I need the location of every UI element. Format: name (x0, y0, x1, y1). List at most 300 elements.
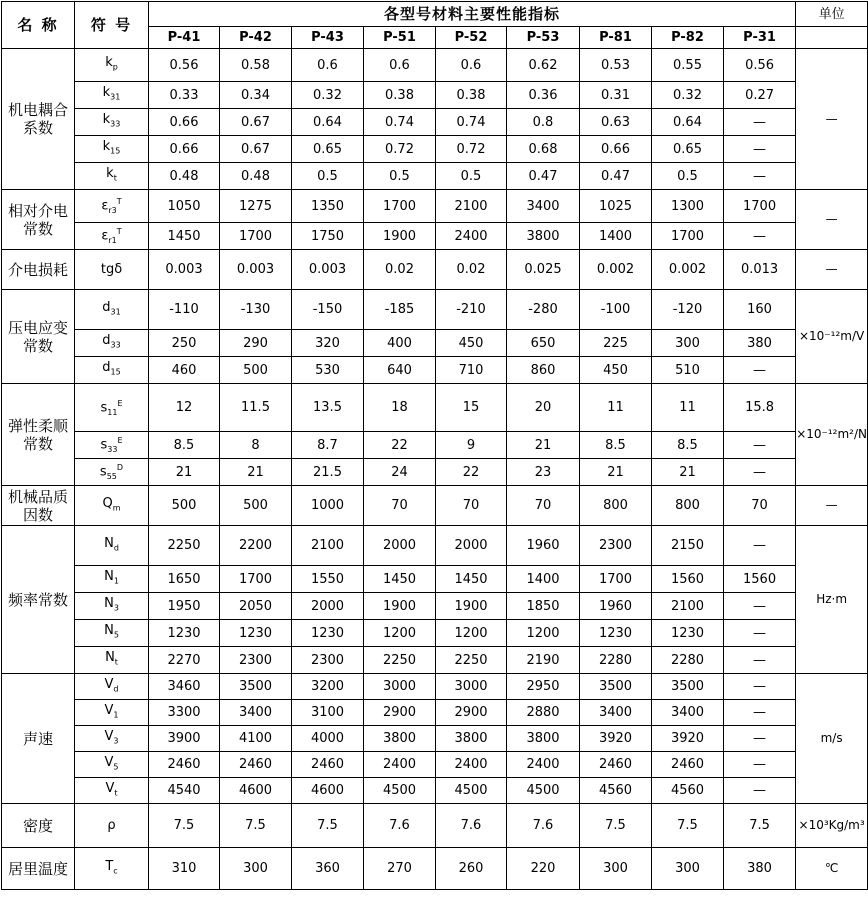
value-cell: 70 (724, 486, 796, 526)
value-cell: 21 (507, 432, 580, 459)
symbol-subscript: d (113, 543, 119, 553)
table-row (2, 357, 868, 384)
value-cell: 21 (652, 459, 724, 486)
table-row (2, 700, 868, 726)
value-cell: 4600 (292, 778, 364, 804)
value-cell: 380 (724, 330, 796, 357)
table-row (2, 620, 868, 647)
symbol-superscript: D (116, 463, 124, 473)
value-cell: 0.66 (580, 136, 652, 163)
value-cell: 2300 (220, 647, 292, 674)
symbol-superscript: T (116, 197, 122, 207)
unit-cell: Hz·m (796, 526, 868, 674)
value-cell: 3400 (652, 700, 724, 726)
value-cell: 7.6 (507, 804, 580, 848)
table-row (2, 290, 868, 330)
symbol-subscript: 15 (110, 146, 121, 156)
symbol-cell (75, 778, 149, 804)
value-cell: 0.5 (652, 163, 724, 190)
value-cell: 510 (652, 357, 724, 384)
symbol-cell (75, 49, 149, 82)
symbol-subscript: 5 (113, 630, 119, 640)
symbol-cell (75, 752, 149, 778)
value-cell: 21.5 (292, 459, 364, 486)
table-title: 各型号材料主要性能指标 (149, 2, 796, 27)
value-cell: 1900 (436, 593, 507, 620)
value-cell: 0.8 (507, 109, 580, 136)
symbol-subscript: 33 (110, 119, 121, 129)
property-group-name: 频率常数 (2, 526, 75, 674)
value-cell: 1950 (149, 593, 220, 620)
material-properties-table (1, 1, 868, 890)
unit-cell: ×10⁻¹²m/V (796, 290, 868, 384)
value-cell: -120 (652, 290, 724, 330)
value-cell: -100 (580, 290, 652, 330)
value-cell: 0.65 (652, 136, 724, 163)
value-cell: 450 (580, 357, 652, 384)
value-cell: 0.62 (507, 49, 580, 82)
table-row (2, 726, 868, 752)
symbol-subscript: 31 (110, 307, 121, 317)
symbol-superscript: E (117, 398, 123, 408)
value-cell: 710 (436, 357, 507, 384)
value-cell: -280 (507, 290, 580, 330)
symbol-base: N (104, 569, 114, 585)
value-cell: 21 (220, 459, 292, 486)
value-cell: 3200 (292, 674, 364, 700)
value-cell: 2400 (507, 752, 580, 778)
value-cell: 1700 (364, 190, 436, 223)
grade-header: P-31 (724, 27, 796, 49)
value-cell: 1025 (580, 190, 652, 223)
symbol-base: tgδ (100, 262, 123, 277)
value-cell: 1960 (580, 593, 652, 620)
value-cell: 290 (220, 330, 292, 357)
value-cell: 225 (580, 330, 652, 357)
value-cell: 2400 (436, 752, 507, 778)
value-cell: — (724, 752, 796, 778)
value-cell: 0.32 (292, 82, 364, 109)
value-cell: 22 (436, 459, 507, 486)
value-cell: -210 (436, 290, 507, 330)
symbol-base: d (102, 333, 111, 349)
unit-cell: — (796, 486, 868, 526)
value-cell: 12 (149, 384, 220, 432)
value-cell: 460 (149, 357, 220, 384)
table-row (2, 163, 868, 190)
table-row (2, 384, 868, 432)
table-row (2, 752, 868, 778)
value-cell: 3400 (507, 190, 580, 223)
symbol-cell (75, 674, 149, 700)
grade-header: P-43 (292, 27, 364, 49)
value-cell: 0.5 (364, 163, 436, 190)
value-cell: 3800 (507, 726, 580, 752)
value-cell: 260 (436, 848, 507, 890)
value-cell: 4540 (149, 778, 220, 804)
grade-header: P-51 (364, 27, 436, 49)
symbol-base: s (100, 437, 108, 453)
value-cell: 8.5 (652, 432, 724, 459)
symbol-cell (75, 459, 149, 486)
symbol-subscript: 55 (106, 471, 117, 481)
value-cell: 0.67 (220, 136, 292, 163)
symbol-base: k (102, 85, 111, 101)
property-group-name: 机电耦合系数 (2, 49, 75, 190)
value-cell: 1560 (652, 566, 724, 593)
value-cell: 9 (436, 432, 507, 459)
value-cell: 23 (507, 459, 580, 486)
value-cell: 0.47 (580, 163, 652, 190)
value-cell: 1275 (220, 190, 292, 223)
value-cell: 2900 (364, 700, 436, 726)
value-cell: 0.27 (724, 82, 796, 109)
value-cell: -185 (364, 290, 436, 330)
value-cell: 300 (220, 848, 292, 890)
symbol-cell (75, 432, 149, 459)
table-row (2, 190, 868, 223)
unit-cell: ×10³Kg/m³ (796, 804, 868, 848)
value-cell: 1900 (364, 593, 436, 620)
symbol-cell (75, 620, 149, 647)
table-row (2, 49, 868, 82)
value-cell: 3000 (364, 674, 436, 700)
value-cell: 530 (292, 357, 364, 384)
symbol-base: V (104, 702, 114, 718)
symbol-cell (75, 250, 149, 290)
unit-cell: ℃ (796, 848, 868, 890)
symbol-subscript: 33 (107, 444, 118, 454)
value-cell: 1450 (149, 223, 220, 250)
symbol-cell (75, 700, 149, 726)
value-cell: 1700 (724, 190, 796, 223)
value-cell: 0.31 (580, 82, 652, 109)
value-cell: 1400 (580, 223, 652, 250)
value-cell: 3400 (220, 700, 292, 726)
value-cell: 0.013 (724, 250, 796, 290)
symbol-base: V (104, 754, 114, 770)
value-cell: 0.002 (652, 250, 724, 290)
value-cell: — (724, 526, 796, 566)
value-cell: — (724, 109, 796, 136)
value-cell: 8 (220, 432, 292, 459)
symbol-subscript: p (112, 62, 118, 72)
grade-header: P-81 (580, 27, 652, 49)
value-cell: -150 (292, 290, 364, 330)
value-cell: 2400 (364, 752, 436, 778)
value-cell: 1450 (436, 566, 507, 593)
value-cell: 1350 (292, 190, 364, 223)
symbol-base: ε (101, 228, 109, 244)
value-cell: -110 (149, 290, 220, 330)
value-cell: — (724, 726, 796, 752)
value-cell: 300 (652, 848, 724, 890)
value-cell: 2200 (220, 526, 292, 566)
value-cell: 0.66 (149, 109, 220, 136)
value-cell: 2250 (364, 647, 436, 674)
grade-header: P-52 (436, 27, 507, 49)
value-cell: 2460 (652, 752, 724, 778)
value-cell: 0.34 (220, 82, 292, 109)
value-cell: 3400 (580, 700, 652, 726)
value-cell: 0.36 (507, 82, 580, 109)
symbol-subscript: 1 (113, 576, 119, 586)
value-cell: 8.5 (149, 432, 220, 459)
value-cell: 1700 (220, 223, 292, 250)
value-cell: 2280 (580, 647, 652, 674)
value-cell: — (724, 459, 796, 486)
value-cell: 21 (149, 459, 220, 486)
value-cell: 0.67 (220, 109, 292, 136)
symbol-base: k (105, 55, 113, 71)
symbol-base: V (104, 728, 114, 744)
value-cell: 1000 (292, 486, 364, 526)
symbol-subscript: 1 (113, 710, 119, 720)
symbol-subscript: 15 (110, 367, 121, 377)
value-cell: 400 (364, 330, 436, 357)
symbol-base: N (104, 535, 114, 551)
value-cell: 0.48 (149, 163, 220, 190)
value-cell: 2190 (507, 647, 580, 674)
property-group-name: 压电应变常数 (2, 290, 75, 384)
value-cell: 3100 (292, 700, 364, 726)
property-group-name: 机械品质因数 (2, 486, 75, 526)
value-cell: 13.5 (292, 384, 364, 432)
symbol-base: N (104, 623, 114, 639)
value-cell: 2000 (364, 526, 436, 566)
value-cell: 1960 (507, 526, 580, 566)
value-cell: 1200 (436, 620, 507, 647)
table-row (2, 848, 868, 890)
value-cell: 2100 (436, 190, 507, 223)
table-row (2, 82, 868, 109)
value-cell: 1550 (292, 566, 364, 593)
value-cell: 4500 (364, 778, 436, 804)
value-cell: 18 (364, 384, 436, 432)
value-cell: 1230 (652, 620, 724, 647)
symbol-subscript: d (113, 684, 119, 694)
value-cell: 1400 (507, 566, 580, 593)
value-cell: — (724, 593, 796, 620)
value-cell: 1230 (149, 620, 220, 647)
grade-header: P-53 (507, 27, 580, 49)
symbol-cell (75, 109, 149, 136)
property-group-name: 相对介电常数 (2, 190, 75, 250)
value-cell: 0.38 (436, 82, 507, 109)
value-cell: 70 (364, 486, 436, 526)
value-cell: 0.55 (652, 49, 724, 82)
value-cell: 1900 (364, 223, 436, 250)
symbol-cell (75, 357, 149, 384)
value-cell: 70 (436, 486, 507, 526)
symbol-base: s (100, 399, 108, 415)
value-cell: 7.5 (149, 804, 220, 848)
value-cell: 4560 (580, 778, 652, 804)
value-cell: 2270 (149, 647, 220, 674)
value-cell: 0.72 (436, 136, 507, 163)
value-cell: 1230 (580, 620, 652, 647)
value-cell: 270 (364, 848, 436, 890)
value-cell: 3000 (436, 674, 507, 700)
symbol-base: V (105, 780, 115, 796)
symbol-cell (75, 647, 149, 674)
value-cell: 1050 (149, 190, 220, 223)
symbol-subscript: 3 (113, 736, 119, 746)
table-row (2, 674, 868, 700)
unit-column-header: 单位 (796, 2, 868, 27)
symbol-subscript: r1 (108, 235, 117, 245)
property-group-name: 介电损耗 (2, 250, 75, 290)
value-cell: — (724, 674, 796, 700)
symbol-base: d (102, 299, 111, 315)
value-cell: 0.72 (364, 136, 436, 163)
value-cell: 450 (436, 330, 507, 357)
value-cell: 650 (507, 330, 580, 357)
value-cell: 0.48 (220, 163, 292, 190)
value-cell: 2250 (436, 647, 507, 674)
value-cell: — (724, 136, 796, 163)
value-cell: 0.32 (652, 82, 724, 109)
symbol-subscript: r3 (108, 205, 117, 215)
table-row (2, 778, 868, 804)
value-cell: 0.003 (292, 250, 364, 290)
table-row (2, 566, 868, 593)
grade-header: P-42 (220, 27, 292, 49)
symbol-subscript: c (113, 866, 118, 876)
value-cell: 0.33 (149, 82, 220, 109)
value-cell: 2000 (436, 526, 507, 566)
value-cell: 0.5 (436, 163, 507, 190)
symbol-subscript: 3 (113, 603, 119, 613)
value-cell: 320 (292, 330, 364, 357)
value-cell: 3800 (507, 223, 580, 250)
value-cell: 8.5 (580, 432, 652, 459)
property-group-name: 密度 (2, 804, 75, 848)
value-cell: 7.6 (364, 804, 436, 848)
value-cell: 0.002 (580, 250, 652, 290)
value-cell: 0.74 (436, 109, 507, 136)
value-cell: 2460 (580, 752, 652, 778)
value-cell: 1700 (220, 566, 292, 593)
value-cell: 7.5 (652, 804, 724, 848)
value-cell: 220 (507, 848, 580, 890)
value-cell: — (724, 647, 796, 674)
value-cell: 1300 (652, 190, 724, 223)
value-cell: 3900 (149, 726, 220, 752)
value-cell: 0.6 (364, 49, 436, 82)
value-cell: 7.5 (292, 804, 364, 848)
value-cell: 800 (652, 486, 724, 526)
value-cell: — (724, 700, 796, 726)
value-cell: 11 (580, 384, 652, 432)
value-cell: 500 (220, 486, 292, 526)
table-row (2, 526, 868, 566)
value-cell: — (724, 163, 796, 190)
symbol-subscript: m (112, 503, 121, 513)
table-row (2, 459, 868, 486)
value-cell: 2880 (507, 700, 580, 726)
value-cell: 0.53 (580, 49, 652, 82)
table-row (2, 136, 868, 163)
value-cell: 2460 (149, 752, 220, 778)
symbol-cell (75, 526, 149, 566)
value-cell: 2100 (652, 593, 724, 620)
table-row (2, 250, 868, 290)
value-cell: 0.003 (220, 250, 292, 290)
property-group-name: 弹性柔顺常数 (2, 384, 75, 486)
symbol-cell (75, 384, 149, 432)
unit-cell: — (796, 49, 868, 190)
value-cell: 2300 (580, 526, 652, 566)
value-cell: 0.56 (724, 49, 796, 82)
table-row (2, 330, 868, 357)
symbol-cell (75, 330, 149, 357)
symbol-column-header: 符 号 (75, 2, 149, 49)
table-row (2, 432, 868, 459)
value-cell: 0.64 (652, 109, 724, 136)
value-cell: 7.6 (436, 804, 507, 848)
value-cell: 1650 (149, 566, 220, 593)
value-cell: 1200 (364, 620, 436, 647)
table-row (2, 647, 868, 674)
value-cell: 1750 (292, 223, 364, 250)
table-row (2, 109, 868, 136)
value-cell: 300 (580, 848, 652, 890)
value-cell: 1560 (724, 566, 796, 593)
symbol-base: N (105, 650, 115, 666)
value-cell: 11 (652, 384, 724, 432)
name-column-header: 名 称 (2, 2, 75, 49)
value-cell: 300 (652, 330, 724, 357)
value-cell: 3500 (652, 674, 724, 700)
value-cell: — (724, 778, 796, 804)
value-cell: 0.63 (580, 109, 652, 136)
symbol-base: N (104, 596, 114, 612)
value-cell: 2150 (652, 526, 724, 566)
value-cell: 1200 (507, 620, 580, 647)
value-cell: 15 (436, 384, 507, 432)
value-cell: 860 (507, 357, 580, 384)
symbol-subscript: 33 (110, 340, 121, 350)
property-group-name: 居里温度 (2, 848, 75, 890)
value-cell: 0.74 (364, 109, 436, 136)
value-cell: 0.02 (364, 250, 436, 290)
symbol-base: k (102, 112, 111, 128)
value-cell: 640 (364, 357, 436, 384)
symbol-cell (75, 593, 149, 620)
value-cell: 360 (292, 848, 364, 890)
unit-cell: — (796, 190, 868, 250)
value-cell: 11.5 (220, 384, 292, 432)
value-cell: 3500 (580, 674, 652, 700)
value-cell: 2400 (436, 223, 507, 250)
value-cell: 0.6 (292, 49, 364, 82)
value-cell: 7.5 (220, 804, 292, 848)
value-cell: 0.003 (149, 250, 220, 290)
value-cell: 24 (364, 459, 436, 486)
value-cell: 380 (724, 848, 796, 890)
value-cell: 0.02 (436, 250, 507, 290)
value-cell: 0.38 (364, 82, 436, 109)
value-cell: 2000 (292, 593, 364, 620)
symbol-cell (75, 82, 149, 109)
value-cell: — (724, 357, 796, 384)
symbol-base: Q (102, 495, 113, 511)
value-cell: 22 (364, 432, 436, 459)
symbol-subscript: t (114, 788, 118, 798)
value-cell: 3800 (364, 726, 436, 752)
value-cell: 21 (580, 459, 652, 486)
